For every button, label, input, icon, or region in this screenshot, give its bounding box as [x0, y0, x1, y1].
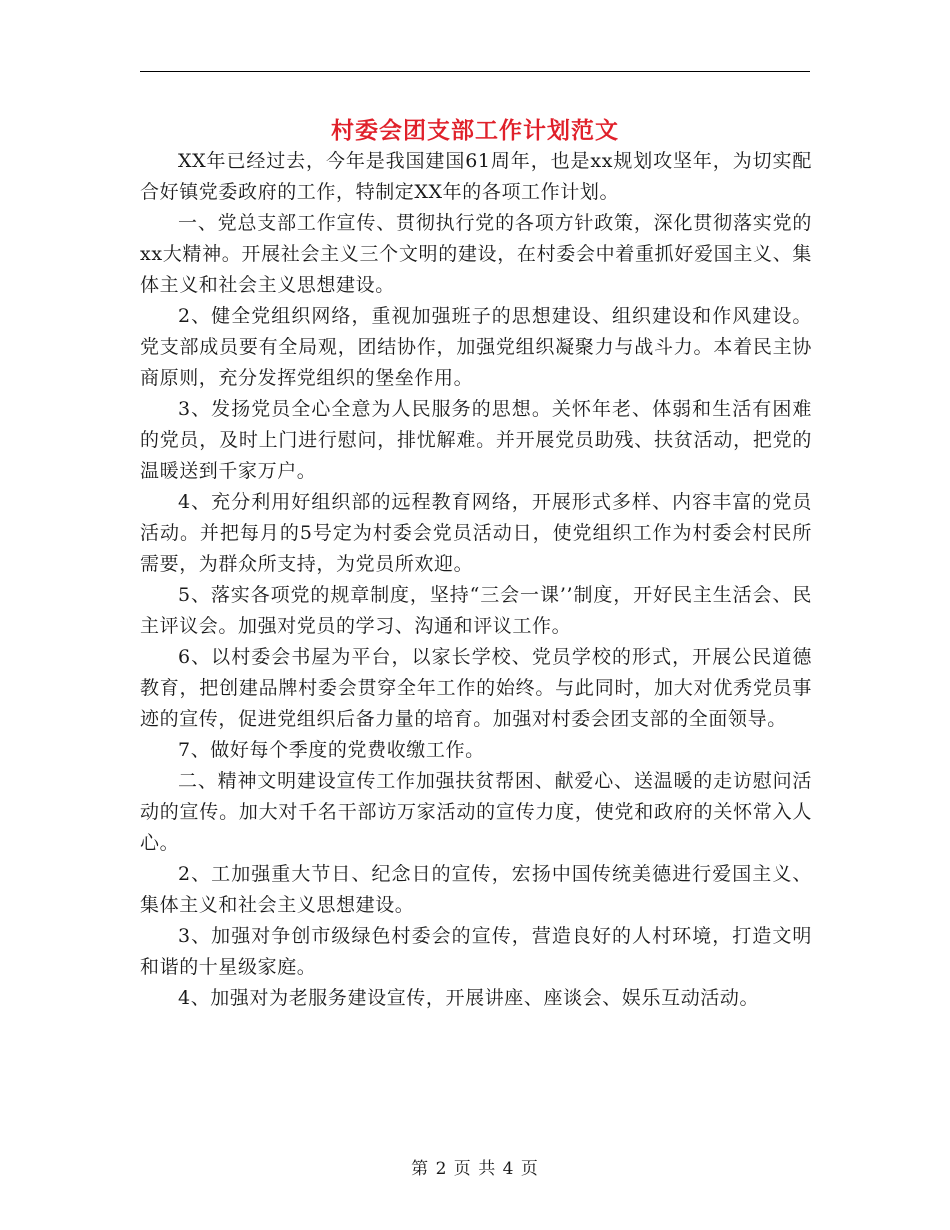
document-title: 村委会团支部工作计划范文 — [331, 117, 619, 144]
paragraph: 3、发扬党员全心全意为人民服务的思想。关怀年老、体弱和生活有困难的党员，及时上门进行慰问，排忧解难。并开展党员助残、扶贫活动，把党的温暖送到千家万户。 — [140, 398, 812, 482]
paragraph: 2、健全党组织网络，重视加强班子的思想建设、组织建设和作风建设。党支部成员要有全局观，团结协作，加强党组织凝聚力与战斗力。本着民主协商原则，充分发挥党组织的堡垒作用。 — [140, 305, 812, 389]
paragraph: 二、精神文明建设宣传工作加强扶贫帮困、献爱心、送温暖的走访慰问活动的宣传。加大对千名干部访万家活动的宣传力度，使党和政府的关怀常入人心。 — [140, 770, 812, 854]
paragraph: 5、落实各项党的规章制度，坚持“三会一课’’制度，开好民主生活会、民主评议会。加强对党员的学习、沟通和评议工作。 — [140, 584, 812, 637]
paragraph: 6、以村委会书屋为平台，以家长学校、党员学校的形式，开展公民道德教育，把创建品牌村委会贯穿全年工作的始终。与此同时，加大对优秀党员事迹的宣传，促进党组织后备力量的培育。加强对村委会团支部的全面领导。 — [140, 646, 812, 730]
paragraph: 4、加强对为老服务建设宣传，开展讲座、座谈会、娱乐互动活动。 — [178, 987, 760, 1009]
header-rule — [140, 71, 810, 72]
paragraph: XX年已经过去，今年是我国建国61周年，也是xx规划攻坚年，为切实配合好镇党委政府的工作，特制定XX年的各项工作计划。 — [140, 150, 812, 203]
page-number: 第 2 页 共 4 页 — [411, 1159, 539, 1179]
paragraph: 一、党总支部工作宣传、贯彻执行党的各项方针政策，深化贯彻落实党的xx大精神。开展社会主义三个文明的建设，在村委会中着重抓好爱国主义、集体主义和社会主义思想建设。 — [140, 212, 812, 296]
paragraph: 4、充分利用好组织部的远程教育网络，开展形式多样、内容丰富的党员活动。并把每月的5号定为村委会党员活动日，使党组织工作为村委会村民所需要，为群众所支持，为党员所欢迎。 — [140, 491, 812, 575]
paragraph: 7、做好每个季度的党费收缴工作。 — [178, 739, 485, 761]
document-body — [140, 146, 812, 1014]
paragraph: 2、工加强重大节日、纪念日的宣传，宏扬中国传统美德进行爱国主义、集体主义和社会主义思想建设。 — [140, 863, 812, 916]
paragraph: 3、加强对争创市级绿色村委会的宣传，营造良好的人村环境，打造文明和谐的十星级家庭。 — [140, 925, 812, 978]
